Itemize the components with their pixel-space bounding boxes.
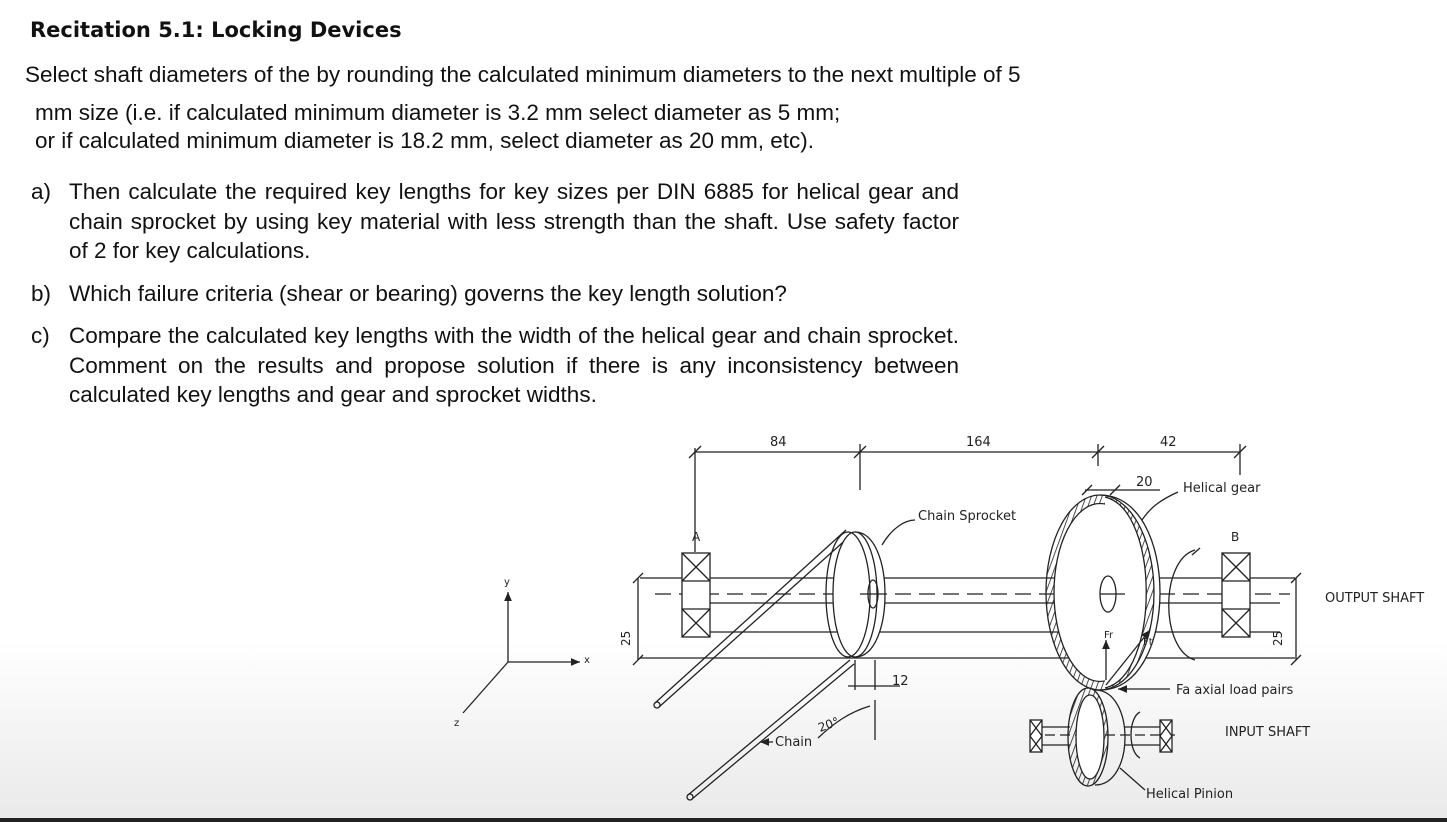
chain-sprocket xyxy=(816,509,1016,740)
bearing-a xyxy=(682,530,710,637)
helical-gear-label: Helical gear xyxy=(1183,481,1261,496)
dim-25-left: 25 xyxy=(619,630,633,646)
force-ft-label: Ft xyxy=(1143,637,1153,648)
input-shaft-label: INPUT SHAFT xyxy=(1225,725,1311,740)
force-fr-label: Fr xyxy=(1104,630,1114,641)
chain-sprocket-label: Chain Sprocket xyxy=(918,509,1017,524)
output-shaft-label: OUTPUT SHAFT xyxy=(1325,591,1425,606)
bearing-b xyxy=(1222,530,1250,637)
question-c-label: c) xyxy=(31,323,50,348)
dim-20: 20 xyxy=(1136,475,1153,490)
dim-42: 42 xyxy=(1160,435,1177,450)
coordinate-axes xyxy=(454,577,590,729)
axis-y-label: y xyxy=(504,577,510,588)
dim-12: 12 xyxy=(892,674,909,689)
axis-z-label: z xyxy=(454,718,460,729)
chain-label: Chain xyxy=(775,735,813,750)
question-b-label: b) xyxy=(31,281,52,306)
question-b-text: Which failure criteria (shear or bearing) governs the key length solution? xyxy=(69,281,787,306)
bearing-a-label: A xyxy=(692,530,701,544)
dim-25-right: 25 xyxy=(1271,630,1285,646)
axial-load-label: Fa axial load pairs xyxy=(1176,683,1294,698)
intro-line-2: mm size (i.e. if calculated minimum diameter is 3.2 mm select diameter as 5 mm; xyxy=(35,100,841,125)
bearing-b-label: B xyxy=(1231,530,1240,544)
input-shaft xyxy=(1030,688,1310,802)
question-a-label: a) xyxy=(31,179,52,204)
top-dimensions xyxy=(689,435,1246,552)
helical-gear xyxy=(1046,481,1293,698)
axis-x-label: x xyxy=(584,655,590,666)
question-c-text: Compare the calculated key lengths with the width of the helical gear and chain sprocket. Comment on the results and propose solution if there is any inconsistency between calculated key lengths and gear and sprocket widths. xyxy=(69,323,959,407)
page-title: Recitation 5.1: Locking Devices xyxy=(30,18,402,42)
intro-line-3: or if calculated minimum diameter is 18.2 mm, select diameter as 20 mm, etc). xyxy=(35,128,815,153)
helical-pinion-label: Helical Pinion xyxy=(1146,787,1234,802)
dim-84: 84 xyxy=(770,435,787,450)
dim-164: 164 xyxy=(966,435,991,450)
output-shaft xyxy=(640,578,1295,658)
intro-line-1: Select shaft diameters of the by rounding the calculated minimum diameters to the next multiple of 5 xyxy=(25,62,1021,87)
question-a-text: Then calculate the required key lengths for key sizes per DIN 6885 for helical gear and chain sprocket by using key material with less strength than the shaft. Use safety factor of 2 for key calculations. xyxy=(69,179,959,263)
angle-20: 20° xyxy=(816,714,842,735)
